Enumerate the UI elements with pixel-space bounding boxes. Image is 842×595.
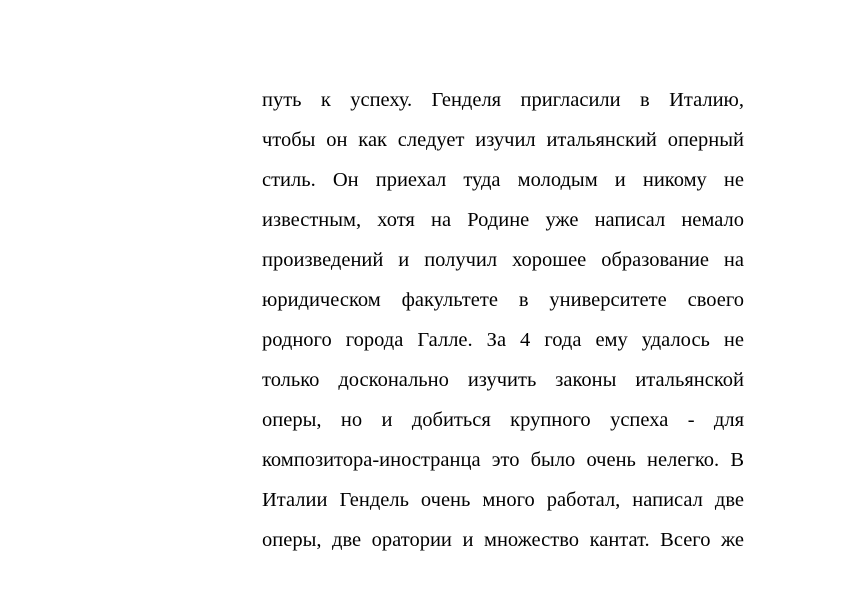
text-line: чтобы он как следует изучил итальянский оперный [262,129,744,151]
text-line: стиль. Он приехал туда молодым и никому не [262,169,744,191]
body-text [262,80,744,560]
text-line: известным, хотя на Родине уже написал немало [262,209,744,231]
text-line: только досконально изучить законы итальянской [262,369,744,391]
text-line: родного города Галле. За 4 года ему удалось не [262,329,744,351]
text-line: композитора-иностранца это было очень нелегко. В [262,449,744,471]
text-line: путь к успеху. Генделя пригласили в Италию, [262,89,744,111]
text-line: юридическом факультете в университете своего [262,289,744,311]
text-line: оперы, но и добиться крупного успеха - для [262,409,744,431]
text-line: произведений и получил хорошее образование на [262,249,744,271]
text-line: Италии Гендель очень много работал, написал две [262,489,744,511]
text-line: оперы, две оратории и множество кантат. Всего же [262,529,744,551]
